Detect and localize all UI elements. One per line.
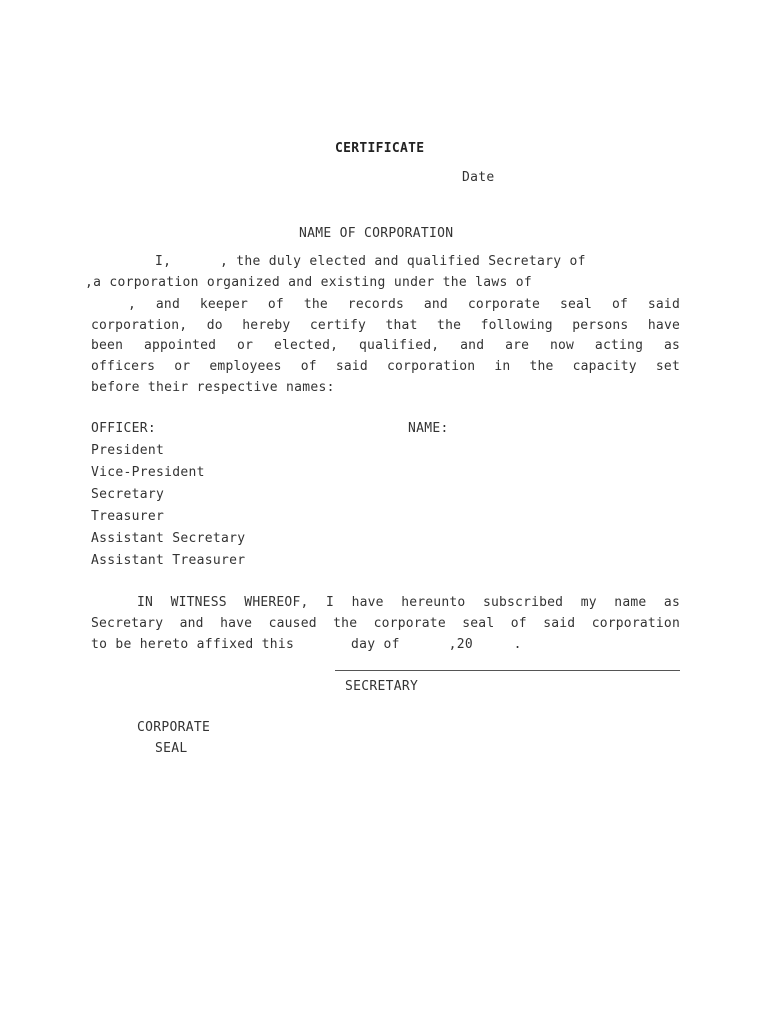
document-title: CERTIFICATE <box>335 141 425 156</box>
body-line-6: officers or employees of said corporation in the capacity set <box>91 359 680 374</box>
name-column-header: NAME: <box>408 421 449 436</box>
witness-line-3: to be hereto affixed this day of ,20 . <box>91 637 522 652</box>
officer-row: Treasurer <box>91 509 165 524</box>
signature-line <box>335 670 680 671</box>
seal-label-line-2: SEAL <box>155 741 188 756</box>
body-line-3: , and keeper of the records and corporate seal of said <box>128 297 680 312</box>
officer-row: Assistant Treasurer <box>91 553 246 568</box>
signature-label: SECRETARY <box>345 679 419 694</box>
body-line-7: before their respective names: <box>91 380 335 395</box>
body-line-2: ,a corporation organized and existing under the laws of <box>85 275 532 290</box>
officer-row: Assistant Secretary <box>91 531 246 546</box>
corporation-heading: NAME OF CORPORATION <box>299 226 454 241</box>
date-label: Date <box>462 170 495 185</box>
witness-line-1: IN WITNESS WHEREOF, I have hereunto subscribed my name as <box>137 595 680 610</box>
body-line-5: been appointed or elected, qualified, and are now acting as <box>91 338 680 353</box>
officer-column-header: OFFICER: <box>91 421 157 436</box>
officer-row: Secretary <box>91 487 165 502</box>
body-line-1: I, , the duly elected and qualified Secretary of <box>155 254 586 269</box>
body-line-4: corporation, do hereby certify that the following persons have <box>91 318 680 333</box>
officer-row: Vice-President <box>91 465 205 480</box>
officer-row: President <box>91 443 165 458</box>
seal-label-line-1: CORPORATE <box>137 720 211 735</box>
witness-line-2: Secretary and have caused the corporate seal of said corporation <box>91 616 680 631</box>
